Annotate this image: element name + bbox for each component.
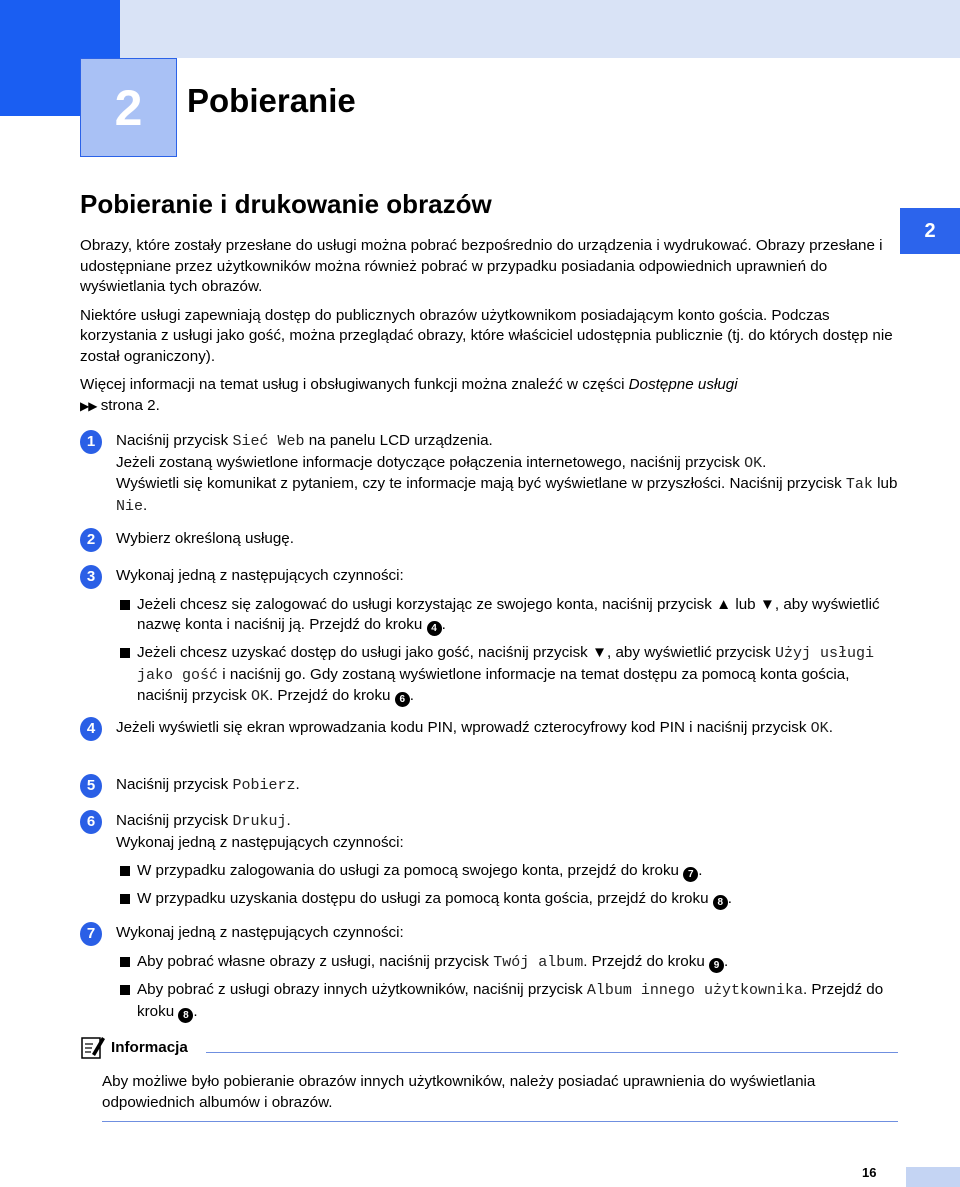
intro-paragraph-3: Więcej informacji na temat usług i obsługiwanych funkcji można znaleźć w części Dostępne usługi ▶▶ strona 2. [80, 376, 738, 414]
step-ref-9: 9 [709, 958, 724, 973]
list-item: W przypadku zalogowania do usługi za pomocą swojego konta, przejdź do kroku 7 . [120, 861, 900, 882]
key-yes: Tak [845, 476, 873, 493]
note-divider [206, 1052, 898, 1053]
step-3-options [120, 595, 900, 708]
key-ok: OK [810, 720, 829, 737]
key-ok: OK [744, 454, 763, 472]
key-no: Nie [116, 497, 144, 515]
step-number-5: 5 [80, 774, 102, 798]
bullet-square-icon [120, 957, 130, 967]
link-available-services[interactable]: Dostępne usługi [628, 376, 738, 393]
key-other-album: Album innego użytkownika [586, 982, 803, 999]
page-reference[interactable]: strona 2. [96, 396, 160, 414]
arrow-up-icon: ▲ [716, 595, 732, 613]
note-bottom-divider [102, 1121, 898, 1122]
step-number-1: 1 [80, 430, 102, 454]
chapter-number: 2 [80, 58, 177, 157]
key-print: Drukuj [232, 813, 287, 830]
step-7-options [120, 952, 900, 1023]
key-ok: OK [250, 688, 269, 705]
key-download: Pobierz [232, 777, 296, 794]
intro-paragraph-1: Obrazy, które zostały przesłane do usługi można pobrać bezpośrednio do urządzenia i wydrukować. Obrazy przesłane i udostępniane przez użytkowników można również pobrać w przypadku posiadania odpowiednich uprawnień do wyświetlania tych obrazów. [80, 237, 883, 295]
step-6-options [120, 861, 900, 910]
note-box [80, 1034, 898, 1122]
cross-reference-arrows: ▶▶ [80, 398, 97, 413]
bullet-square-icon [120, 648, 130, 658]
step-6: 6 Naciśnij przycisk Drukuj. Wykonaj jedną z następujących czynności: W przypadku zalogowania do usługi za pomocą swojego konta, przejdź do kroku 7 . W przypadku uzyskania dostępu do usługi za pomocą konta gościa, przejdź do kroku 8 . [80, 810, 900, 917]
note-text: Aby możliwe było pobieranie obrazów innych użytkowników, należy posiadać uprawnienia do wyświetlania odpowiednich albumów i obrazów. [102, 1073, 816, 1111]
step-ref-8: 8 [713, 895, 728, 910]
step-number-7: 7 [80, 922, 102, 946]
step-number-6: 6 [80, 810, 102, 834]
list-item: Jeżeli chcesz się zalogować do usługi korzystając ze swojego konta, naciśnij przycisk ▲ lub ▼, aby wyświetlić nazwę konta i naciśnij ją. Przejdź do kroku 4 . [120, 595, 900, 637]
step-3: 3 Wykonaj jedną z następujących czynności: Jeżeli chcesz się zalogować do usługi korzystając ze swojego konta, naciśnij przycisk ▲ lub ▼, aby wyświetlić nazwę konta i naciśnij ją. Przejdź do kroku 4 . Jeżeli chcesz uzyskać dostęp do usługi jako gość, naciśnij przycisk ▼, aby wyświetlić przycisk Użyj usługi jako gość i naciśnij go. Gdy zostaną wyświetlone informacje na temat dostępu za pomocą konta gościa, naciśnij przycisk OK. Przejdź do kroku 6 . [80, 565, 900, 715]
intro [80, 236, 900, 424]
page-number: 16 [862, 1165, 877, 1180]
header-band [0, 0, 960, 58]
step-number-3: 3 [80, 565, 102, 589]
key-guest: Użyj usługi jako gość [137, 645, 875, 684]
step-ref-4: 4 [427, 621, 442, 636]
list-item: Aby pobrać własne obrazy z usługi, naciśnij przycisk Twój album. Przejdź do kroku 9 . [120, 952, 900, 974]
bullet-square-icon [120, 985, 130, 995]
list-item: Aby pobrać z usługi obrazy innych użytkowników, naciśnij przycisk Album innego użytkownika. Przejdź do kroku 8 . [120, 980, 900, 1023]
section-title: Pobieranie i drukowanie obrazów [80, 189, 492, 219]
bullet-square-icon [120, 866, 130, 876]
arrow-down-icon: ▼ [592, 644, 608, 661]
step-ref-7: 7 [683, 867, 698, 882]
step-1: 1 Naciśnij przycisk Sieć Web na panelu LCD urządzenia. Jeżeli zostaną wyświetlone informacje dotyczące połączenia internetowego, naciśnij przycisk OK. Wyświetli się komunikat z pytaniem, czy te informacje mają być wyświetlane w przyszłości. Naciśnij przycisk Tak lub Nie. [80, 430, 900, 517]
page-number-tab [906, 1167, 960, 1187]
step-ref-6: 6 [395, 692, 410, 707]
step-4: 4 Jeżeli wyświetli się ekran wprowadzania kodu PIN, wprowadź czterocyfrowy kod PIN i naciśnij przycisk OK. [80, 717, 900, 740]
step-2: 2 Wybierz określoną usługę. [80, 528, 900, 550]
chapter-title: Pobieranie [187, 82, 356, 119]
note-pencil-icon [80, 1034, 106, 1060]
step-number-4: 4 [80, 717, 102, 741]
intro-paragraph-2: Niektóre usługi zapewniają dostęp do publicznych obrazów użytkownikom posiadającym konto gościa. Podczas korzystania z usługi jako gość, można przeglądać obrazy, które właściciel udostępnia publicznie (tj. do których dostęp nie został ograniczony). [80, 306, 893, 365]
arrow-down-icon: ▼ [759, 595, 775, 613]
key-my-album: Twój album [493, 953, 584, 971]
key-web: Sieć Web [232, 433, 305, 450]
list-item: W przypadku uzyskania dostępu do usługi za pomocą konta gościa, przejdź do kroku 8 . [120, 889, 900, 910]
list-item: Jeżeli chcesz uzyskać dostęp do usługi jako gość, naciśnij przycisk ▼, aby wyświetlić przycisk Użyj usługi jako gość i naciśnij go. Gdy zostaną wyświetlone informacje na temat dostępu za pomocą konta gościa, naciśnij przycisk OK. Przejdź do kroku 6 . [120, 643, 900, 708]
note-label: Informacja [111, 1039, 188, 1056]
bullet-square-icon [120, 600, 130, 610]
step-ref-8: 8 [178, 1008, 193, 1023]
step-5: 5 Naciśnij przycisk Pobierz. [80, 774, 900, 797]
bullet-square-icon [120, 894, 130, 904]
chapter-side-tab: 2 [900, 208, 960, 254]
step-number-2: 2 [80, 528, 102, 552]
step-7: 7 Wykonaj jedną z następujących czynności: Aby pobrać własne obrazy z usługi, naciśnij przycisk Twój album. Przejdź do kroku 9 . Aby pobrać z usługi obrazy innych użytkowników, naciśnij przycisk Album innego użytkownika. Przejdź do kroku 8 . [80, 922, 900, 1030]
